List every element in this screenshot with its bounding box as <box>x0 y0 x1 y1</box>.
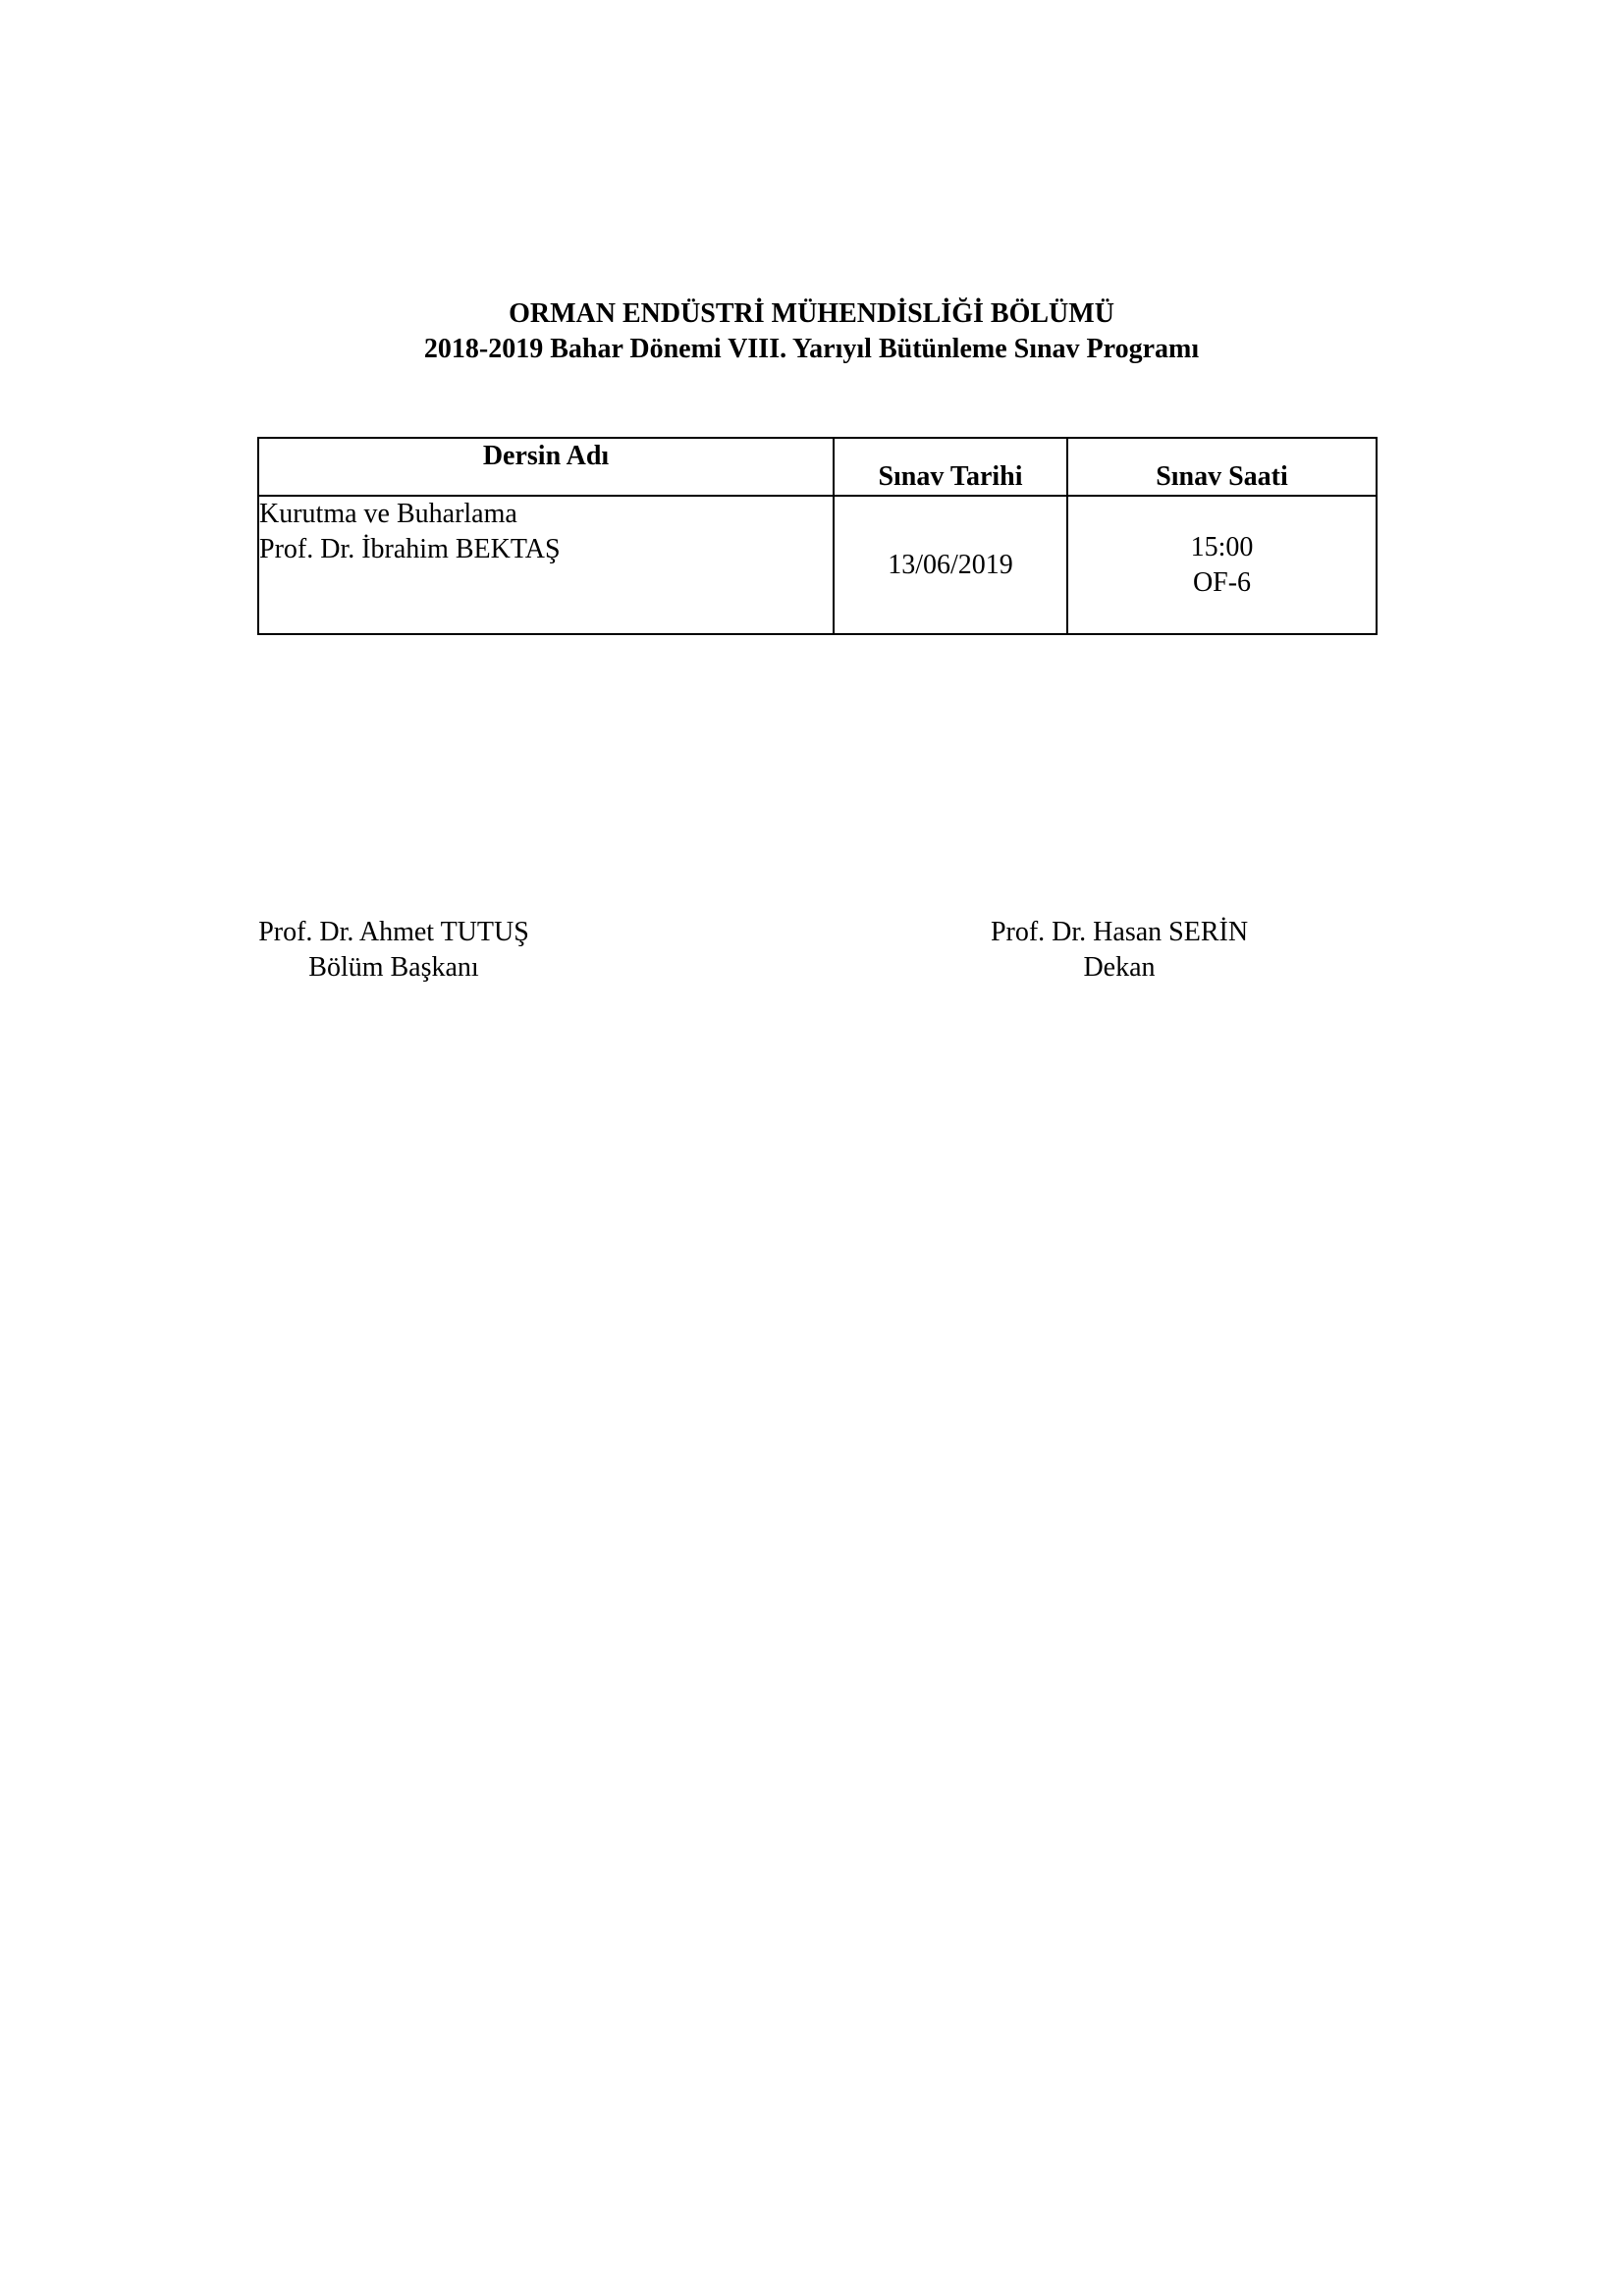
exam-room: OF-6 <box>1192 566 1252 598</box>
column-header-course: Dersin Adı <box>258 438 834 496</box>
document-header <box>0 296 1623 367</box>
signatory-name: Prof. Dr. Ahmet TUTUŞ <box>258 917 529 947</box>
signatory-title: Dekan <box>1083 952 1156 983</box>
signature-dean <box>972 915 1267 986</box>
course-cell <box>258 496 834 634</box>
column-header-time: Sınav Saati <box>1067 438 1377 496</box>
exam-schedule-table <box>257 437 1378 635</box>
exam-date: 13/06/2019 <box>834 496 1067 634</box>
table-row <box>258 496 1377 634</box>
program-title: 2018-2019 Bahar Dönemi VIII. Yarıyıl Bütünleme Sınav Programı <box>423 334 1200 364</box>
exam-time: 15:00 <box>1190 531 1254 562</box>
course-name: Kurutma ve Buharlama <box>259 499 517 529</box>
column-header-date: Sınav Tarihi <box>834 438 1067 496</box>
department-title: ORMAN ENDÜSTRİ MÜHENDİSLİĞİ BÖLÜMÜ <box>509 298 1114 329</box>
time-cell <box>1067 496 1377 634</box>
course-instructor: Prof. Dr. İbrahim BEKTAŞ <box>259 534 561 564</box>
signatory-name: Prof. Dr. Hasan SERİN <box>990 917 1249 947</box>
table-header-row <box>258 438 1377 496</box>
signature-department-head <box>245 915 542 986</box>
signatory-title: Bölüm Başkanı <box>308 952 479 983</box>
